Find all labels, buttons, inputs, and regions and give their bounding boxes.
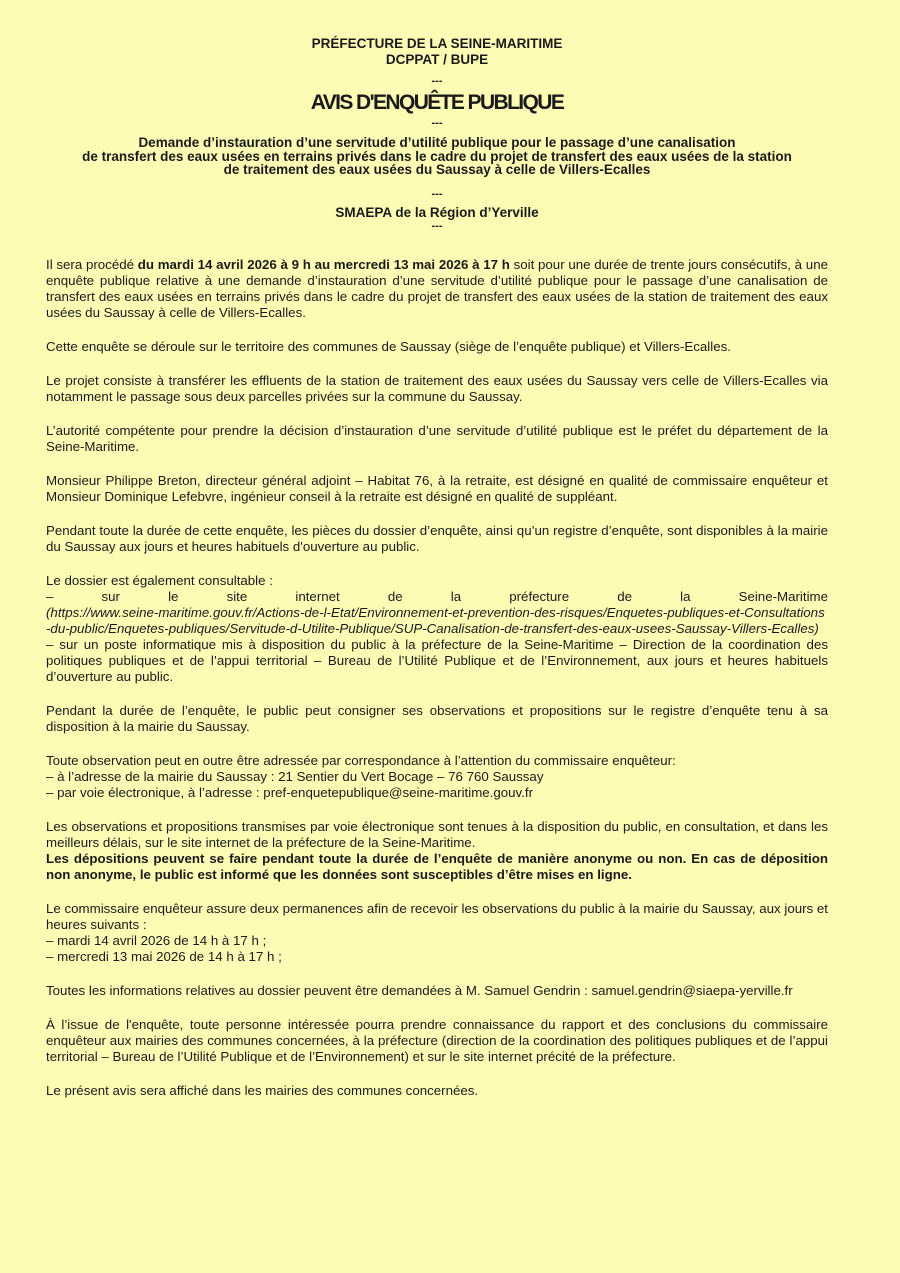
permanence-item: – mardi 14 avril 2026 de 14 h à 17 h ; [46, 932, 267, 948]
observations-block [46, 819, 828, 883]
project-paragraph: Le projet consiste à transférer les effluents de la station de traitement des eaux usées du Saussay vers celle de Villers-Ecalles via notamment le passage sous deux parcelles privées sur la commune du Saussay. [46, 372, 828, 404]
terminal-line: – sur un poste informatique mis à disposition du public à la préfecture de la Seine-Maritime – Direction de la coordination des politiques publiques et de l’appui territorial – Bureau de l’Utilité Publique et de l’Environnement, aux jours et heures habituels d’ouverture au public. [46, 636, 828, 684]
dossier-paragraph: Pendant toute la durée de cette enquête, les pièces du dossier d’enquête, ainsi qu’un registre d’enquête, sont disponibles à la mairie du Saussay aux jours et heures habituels d'ouverture au public. [46, 522, 828, 554]
correspondence-block [46, 753, 828, 801]
subject-line: Demande d’instauration d’une servitude d’utilité publique pour le passage d’une canalisation [138, 135, 736, 150]
intro-text: soit pour une durée de trente jours consécutifs, à une enquête publique relative à une demande d’instauration d’une servitude d’utilité publique pour le passage d’une canalisation de transfert des eaux usées en terrains privés dans le cadre du projet de transfert des eaux usées de la station de traitement des eaux usées du Saussay à celle de Villers-Ecalles. [46, 256, 828, 320]
notice-title: AVIS D'ENQUÊTE PUBLIQUE [310, 91, 564, 114]
separator: --- [431, 187, 443, 200]
inquiry-dates: du mardi 14 avril 2026 à 9 h au mercredi 13 mai 2026 à 17 h [137, 256, 510, 272]
observations-text: Les observations et propositions transmises par voie électronique sont tenues à la disposition du public, en consultation, et dans les meilleurs délais, sur le site internet de la préfecture de la Seine-Maritime. [46, 818, 828, 850]
subject-line: de traitement des eaux usées du Saussay à celle de Villers-Ecalles [223, 162, 651, 177]
display-paragraph: Le présent avis sera affiché dans les mairies des communes concernées. [46, 1082, 479, 1098]
anonymity-notice: Les dépositions peuvent se faire pendant toute la durée de l’enquête de manière anonyme ou non. En cas de déposition non anonyme, le public est informé que les données sont susceptibles d’être mises en ligne. [46, 850, 828, 882]
correspondence-intro: Toute observation peut en outre être adressée par correspondance à l’attention du commissaire enquêteur: [46, 752, 676, 768]
separator: --- [431, 219, 443, 232]
prefecture-url-link[interactable]: (https://www.seine-maritime.gouv.fr/Actions-de-l-Etat/Environnement-et-prevention-des-risques/Enquetes-publiques-et-Consultations-du-public/Enquetes-publiques/Servitude-d-Utilite-Publique/SUP-Canalisation-de-transfert-des-eaux-usees-Saussay-Villers-Ecalles) [46, 604, 825, 636]
consultation-intro: Le dossier est également consultable : [46, 572, 273, 588]
consultation-block [46, 573, 828, 685]
register-paragraph: Pendant la durée de l’enquête, le public peut consigner ses observations et propositions sur le registre d’enquête tenu à sa disposition à la mairie du Saussay. [46, 702, 828, 734]
information-paragraph: Toutes les informations relatives au dossier peuvent être demandées à M. Samuel Gendrin : samuel.gendrin@siaepa-yerville.fr [46, 982, 793, 998]
separator: --- [431, 117, 443, 129]
department-code: DCPPAT / BUPE [385, 52, 489, 67]
commissioner-paragraph: Monsieur Philippe Breton, directeur général adjoint – Habitat 76, à la retraite, est désigné en qualité de commissaire enquêteur et Monsieur Dominique Lefebvre, ingénieur conseil à la retraite est désigné en qualité de suppléant. [46, 472, 828, 504]
separator: --- [431, 75, 443, 87]
prefecture-name: PRÉFECTURE DE LA SEINE-MARITIME [311, 36, 563, 51]
email-address: – par voie électronique, à l’adresse : pref-enquetepublique@seine-maritime.gouv.fr [46, 784, 534, 800]
report-paragraph: À l’issue de l'enquête, toute personne intéressée pourra prendre connaissance du rapport et des conclusions du commissaire enquêteur aux mairies des communes concernées, à la préfecture (direction de la coordination des politiques publiques et de l’appui territorial – Bureau de l’Utilité Publique et de l’Environnement) et sur le site internet précité de la préfecture. [46, 1016, 828, 1064]
permanence-item: – mercredi 13 mai 2026 de 14 h à 17 h ; [46, 948, 282, 964]
authority-paragraph: L’autorité compétente pour prendre la décision d’instauration d’une servitude d’utilité publique est le préfet du département de la Seine-Maritime. [46, 422, 828, 454]
postal-address: – à l’adresse de la mairie du Saussay : 21 Sentier du Vert Bocage – 76 760 Saussay [46, 768, 544, 784]
territory-paragraph: Cette enquête se déroule sur le territoire des communes de Saussay (siège de l’enquête publique) et Villers-Ecalles. [46, 338, 731, 354]
intro-paragraph [46, 257, 828, 321]
website-line: – sur le site internet de la préfecture de la Seine-Maritime [46, 588, 828, 604]
notice-subject [46, 136, 828, 177]
intro-text: Il sera procédé [46, 256, 138, 272]
organization-name: SMAEPA de la Région d’Yerville [335, 204, 539, 220]
permanences-intro: Le commissaire enquêteur assure deux permanences afin de recevoir les observations du public à la mairie du Saussay, aux jours et heures suivants : [46, 900, 828, 932]
permanences-block [46, 901, 828, 965]
subject-line: de transfert des eaux usées en terrains privés dans le cadre du projet de transfert des eaux usées de la station [82, 148, 792, 164]
